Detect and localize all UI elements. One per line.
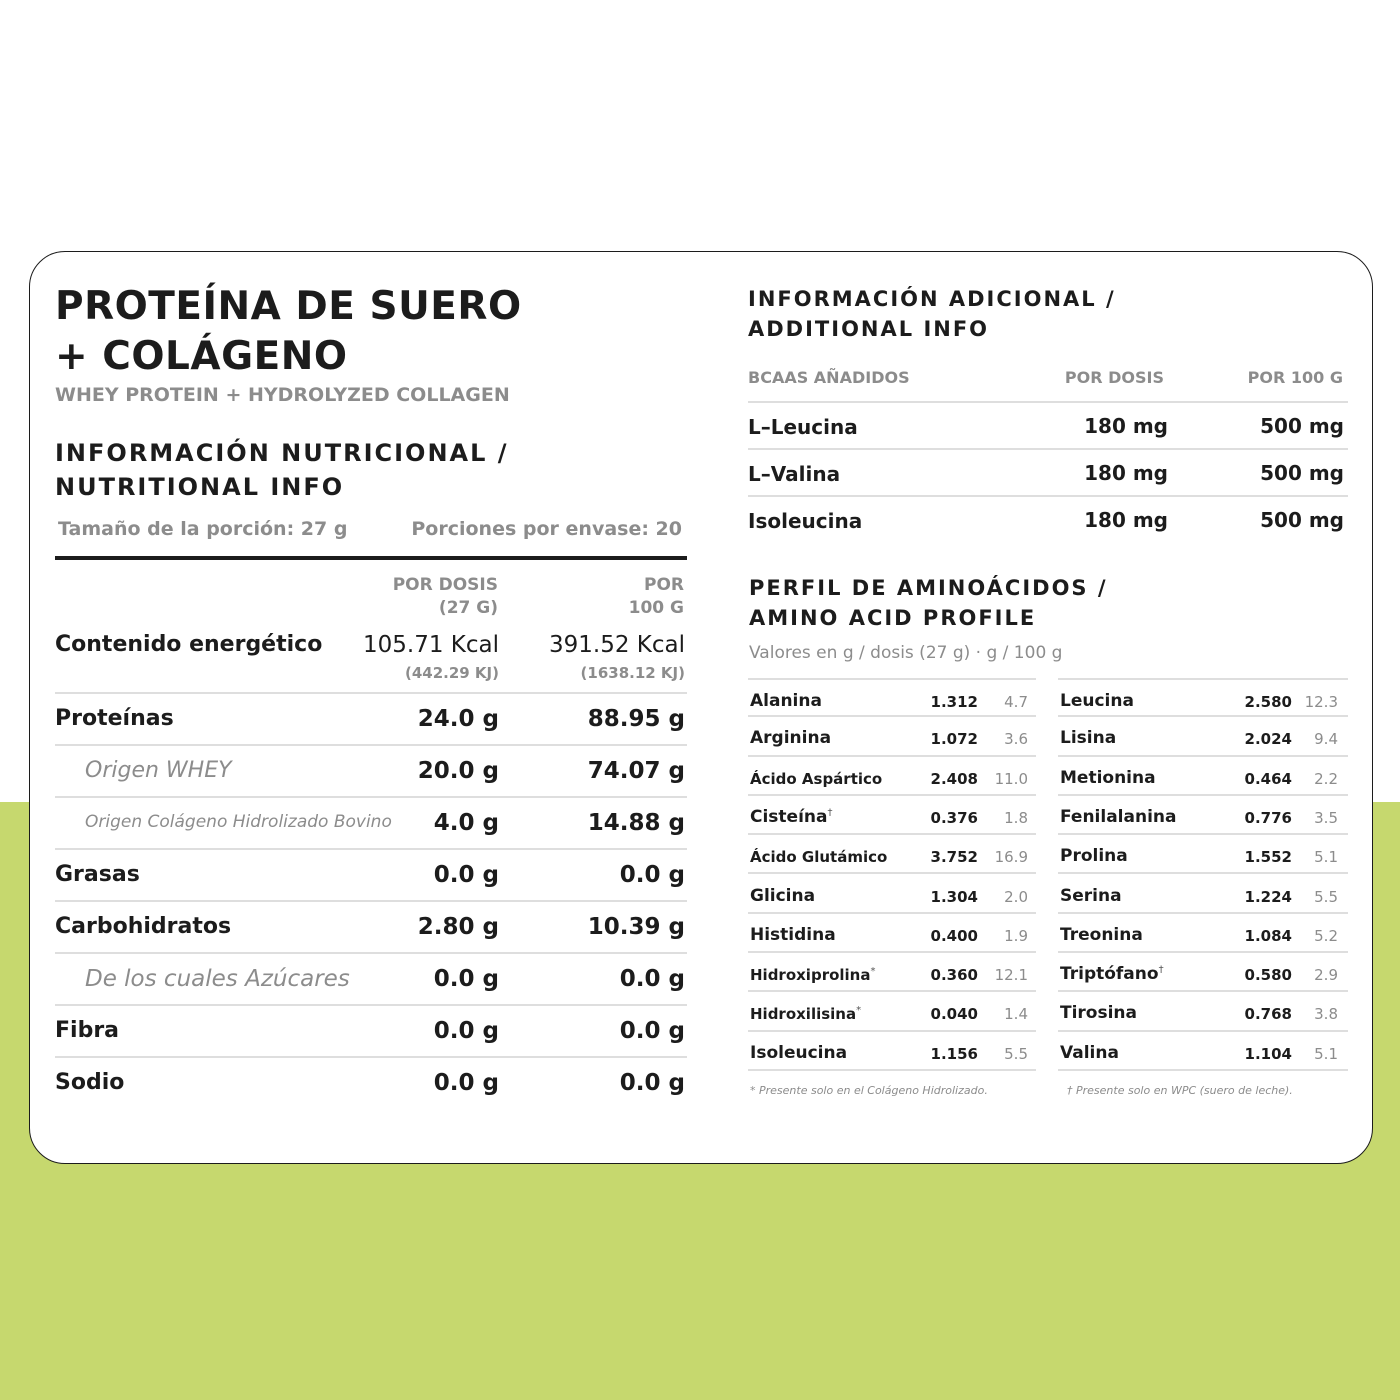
nutrient-per-dose: 0.0 g <box>433 966 499 992</box>
amino-name <box>1060 728 1116 748</box>
amino-name <box>750 886 815 906</box>
nutrient-per-100g: 0.0 g <box>619 1018 685 1044</box>
amino-name-text: Fenilalanina <box>1060 806 1177 827</box>
servings-per-container: Porciones por envase: 20 <box>411 518 682 540</box>
amino-per-dose: 2.580 <box>1244 693 1292 711</box>
bcaa-column-header-name: BCAAS AÑADIDOS <box>748 368 910 387</box>
amino-name <box>1060 1043 1119 1063</box>
additional-heading-line2: ADDITIONAL INFO <box>748 317 990 341</box>
amino-row <box>1058 717 1348 756</box>
amino-row <box>1058 1032 1348 1071</box>
amino-per-dose: 2.024 <box>1244 730 1292 749</box>
column-header-per-100g-line2: 100 G <box>628 598 684 618</box>
product-subtitle: WHEY PROTEIN + HYDROLYZED COLLAGEN <box>55 384 510 406</box>
amino-name <box>750 807 832 827</box>
nutrition-top-rule <box>55 556 687 560</box>
nutrient-per-100g: 0.0 g <box>619 1070 685 1096</box>
amino-row <box>1058 992 1348 1031</box>
amino-row <box>748 757 1036 796</box>
energy-per-100g: 391.52 Kcal <box>548 632 685 658</box>
amino-per-100g: 3.6 <box>1004 730 1028 749</box>
amino-name <box>1060 1003 1137 1023</box>
footnote-star: * Presente solo en el Colágeno Hidrolizado. <box>750 1084 988 1097</box>
amino-per-100g: 1.8 <box>1004 808 1028 827</box>
amino-per-dose: 0.376 <box>930 808 978 827</box>
amino-heading-line2: AMINO ACID PROFILE <box>749 606 1037 630</box>
column-header-per-100g-line1: POR <box>643 575 684 595</box>
bcaa-per-100g: 500 mg <box>1260 461 1344 485</box>
amino-footnote-mark: * <box>870 966 876 978</box>
amino-name-text: Cisteína <box>750 806 828 827</box>
nutrient-per-dose: 0.0 g <box>433 1070 499 1096</box>
amino-row <box>1058 757 1348 796</box>
column-header-per-dose-line2: (27 G) <box>438 598 498 618</box>
energy-per-dose: 105.71 Kcal <box>362 632 499 658</box>
nutrient-row-collagen-origin <box>55 798 687 850</box>
amino-name-text: Treonina <box>1060 924 1143 945</box>
amino-name <box>1060 886 1122 906</box>
amino-row <box>1058 953 1348 992</box>
amino-per-100g: 11.0 <box>994 769 1028 788</box>
amino-per-dose: 1.072 <box>930 730 978 749</box>
amino-per-100g: 5.5 <box>1314 887 1338 906</box>
amino-name-text: Alanina <box>750 691 822 711</box>
amino-name-text: Arginina <box>750 728 832 749</box>
nutrient-row-sodium <box>55 1058 687 1110</box>
amino-name-text: Triptófano <box>1060 964 1159 985</box>
bcaa-row-leucine <box>748 401 1348 448</box>
nutrient-per-dose: 0.0 g <box>433 1018 499 1044</box>
nutrient-per-dose: 2.80 g <box>417 914 499 940</box>
bcaa-label: L–Valina <box>748 462 841 486</box>
nutrient-row-fiber <box>55 1006 687 1058</box>
bcaa-per-dose: 180 mg <box>1084 461 1168 485</box>
nutrient-row-proteins <box>55 694 687 746</box>
nutrient-row-carbohydrates <box>55 902 687 954</box>
nutrient-per-dose: 20.0 g <box>417 758 499 784</box>
footnote-dagger: † Presente solo en WPC (suero de leche). <box>1067 1084 1293 1097</box>
amino-row <box>748 914 1036 953</box>
additional-heading-line1: INFORMACIÓN ADICIONAL / <box>748 287 1116 311</box>
amino-profile-heading <box>749 573 1108 633</box>
amino-row <box>748 796 1036 835</box>
amino-name <box>750 770 882 788</box>
amino-row <box>1058 835 1348 874</box>
nutrition-heading-line2: NUTRITIONAL INFO <box>55 473 345 501</box>
bcaa-label: L–Leucina <box>748 415 858 439</box>
energy-per-100g-kj: (1638.12 KJ) <box>580 664 685 682</box>
amino-per-dose: 1.304 <box>930 887 978 906</box>
amino-per-100g: 1.4 <box>1004 1005 1028 1024</box>
bcaa-per-100g: 500 mg <box>1260 414 1344 438</box>
nutrient-per-dose: 4.0 g <box>433 810 499 836</box>
amino-name-text: Ácido Aspártico <box>750 769 883 788</box>
nutrient-label: Fibra <box>55 1018 120 1043</box>
amino-per-100g: 12.1 <box>994 966 1028 985</box>
nutrient-label: Proteínas <box>55 706 174 731</box>
amino-per-100g: 5.5 <box>1004 1044 1028 1063</box>
amino-name <box>750 925 836 945</box>
amino-row <box>748 992 1036 1031</box>
amino-name-text: Tirosina <box>1060 1003 1138 1024</box>
nutrient-per-100g: 14.88 g <box>587 810 685 836</box>
amino-name-text: Serina <box>1060 885 1122 906</box>
nutrient-per-100g: 10.39 g <box>587 914 685 940</box>
amino-per-dose: 0.400 <box>930 926 978 945</box>
bcaa-per-100g: 500 mg <box>1260 508 1344 532</box>
amino-footnote-mark: † <box>827 807 833 819</box>
amino-per-dose: 1.312 <box>930 693 978 711</box>
amino-name <box>1060 925 1143 945</box>
amino-row <box>748 717 1036 756</box>
serving-size: Tamaño de la porción: 27 g <box>58 518 348 540</box>
amino-per-100g: 2.2 <box>1314 769 1338 788</box>
amino-name <box>1060 846 1128 866</box>
nutrient-per-100g: 0.0 g <box>619 862 685 888</box>
amino-name <box>1060 691 1134 711</box>
amino-per-100g: 4.7 <box>1004 693 1028 711</box>
amino-footnote-mark: * <box>856 1005 862 1017</box>
amino-per-dose: 0.464 <box>1244 769 1292 788</box>
nutrient-per-dose: 24.0 g <box>417 706 499 732</box>
amino-name-text: Histidina <box>750 924 836 945</box>
nutrient-per-100g: 74.07 g <box>587 758 685 784</box>
nutrient-row-sugars <box>55 954 687 1006</box>
bcaa-per-dose: 180 mg <box>1084 414 1168 438</box>
nutrient-row-whey-origin <box>55 746 687 798</box>
amino-per-100g: 5.2 <box>1314 926 1338 945</box>
nutrient-row-fats <box>55 850 687 902</box>
nutrient-label: Origen WHEY <box>85 758 232 783</box>
amino-name-text: Isoleucina <box>750 1042 848 1063</box>
column-header-per-dose-line1: POR DOSIS <box>392 575 498 595</box>
amino-name-text: Valina <box>1060 1042 1119 1063</box>
amino-name-text: Hidroxilisina <box>750 1005 857 1024</box>
amino-per-dose: 1.552 <box>1244 848 1292 867</box>
amino-row <box>748 1032 1036 1071</box>
amino-name <box>1060 768 1156 788</box>
amino-row <box>748 953 1036 992</box>
amino-per-dose: 3.752 <box>930 848 978 867</box>
amino-row <box>748 678 1036 717</box>
additional-info-heading <box>748 284 1116 344</box>
bcaa-column-header-per-dose: POR DOSIS <box>1064 368 1164 387</box>
amino-per-100g: 2.0 <box>1004 887 1028 906</box>
amino-per-dose: 2.408 <box>930 769 978 788</box>
amino-footnote-mark: † <box>1158 964 1164 976</box>
amino-name <box>750 848 887 866</box>
amino-heading-line1: PERFIL DE AMINOÁCIDOS / <box>749 576 1108 600</box>
amino-row <box>748 875 1036 914</box>
nutrition-heading-line1: INFORMACIÓN NUTRICIONAL / <box>55 439 509 467</box>
bcaa-row-valine <box>748 448 1348 495</box>
amino-name-text: Ácido Glutámico <box>750 848 888 867</box>
nutrient-per-100g: 88.95 g <box>587 706 685 732</box>
amino-per-100g: 12.3 <box>1304 693 1338 711</box>
amino-per-dose: 0.040 <box>930 1005 978 1024</box>
amino-name <box>750 966 875 984</box>
amino-row <box>1058 678 1348 717</box>
amino-name-text: Hidroxiprolina <box>750 966 871 985</box>
bcaa-column-header-per-100g: POR 100 G <box>1247 368 1343 387</box>
nutrient-per-100g: 0.0 g <box>619 966 685 992</box>
amino-per-dose: 1.084 <box>1244 926 1292 945</box>
amino-per-100g: 1.9 <box>1004 926 1028 945</box>
amino-name-text: Lisina <box>1060 728 1117 749</box>
nutrient-label: De los cuales Azúcares <box>85 966 350 992</box>
nutrient-per-dose: 0.0 g <box>433 862 499 888</box>
energy-per-dose-kj: (442.29 KJ) <box>404 664 499 682</box>
amino-row <box>748 835 1036 874</box>
nutrient-label: Sodio <box>55 1070 125 1095</box>
nutrient-label: Grasas <box>55 862 140 887</box>
amino-name <box>750 728 831 748</box>
amino-per-dose: 0.360 <box>930 966 978 985</box>
amino-row <box>1058 875 1348 914</box>
nutrition-label-card <box>29 251 1373 1164</box>
amino-name <box>750 691 822 711</box>
amino-per-100g: 2.9 <box>1314 966 1338 985</box>
amino-name <box>750 1005 861 1023</box>
amino-per-100g: 16.9 <box>994 848 1028 867</box>
amino-per-100g: 3.8 <box>1314 1005 1338 1024</box>
bcaa-per-dose: 180 mg <box>1084 508 1168 532</box>
nutrition-heading <box>55 436 509 504</box>
amino-name-text: Prolina <box>1060 846 1128 867</box>
amino-name <box>1060 807 1177 827</box>
energy-row <box>55 622 687 694</box>
amino-row <box>1058 914 1348 953</box>
product-title-line2: + COLÁGENO <box>55 334 348 379</box>
amino-per-100g: 5.1 <box>1314 848 1338 867</box>
amino-row <box>1058 796 1348 835</box>
nutrient-label: Origen Colágeno Hidrolizado Bovino <box>85 812 392 832</box>
amino-per-100g: 3.5 <box>1314 808 1338 827</box>
energy-label: Contenido energético <box>55 632 323 657</box>
amino-per-dose: 1.224 <box>1244 887 1292 906</box>
amino-values-note: Valores en g / dosis (27 g) · g / 100 g <box>749 643 1063 663</box>
amino-per-100g: 5.1 <box>1314 1044 1338 1063</box>
amino-per-dose: 0.580 <box>1244 966 1292 985</box>
amino-name <box>1060 964 1164 984</box>
amino-name-text: Metionina <box>1060 767 1156 788</box>
amino-per-100g: 9.4 <box>1314 730 1338 749</box>
nutrient-label: Carbohidratos <box>55 914 232 939</box>
product-title-line1: PROTEÍNA DE SUERO <box>55 284 522 329</box>
product-title <box>55 282 522 382</box>
amino-per-dose: 1.104 <box>1244 1044 1292 1063</box>
amino-name <box>750 1043 847 1063</box>
column-header-per-100g <box>629 574 684 620</box>
amino-per-dose: 1.156 <box>930 1044 978 1063</box>
amino-per-dose: 0.776 <box>1244 808 1292 827</box>
column-header-per-dose <box>393 574 498 620</box>
amino-name-text: Leucina <box>1060 691 1134 711</box>
bcaa-label: Isoleucina <box>748 509 863 533</box>
amino-per-dose: 0.768 <box>1244 1005 1292 1024</box>
bcaa-row-isoleucine <box>748 495 1348 542</box>
amino-name-text: Glicina <box>750 885 816 906</box>
